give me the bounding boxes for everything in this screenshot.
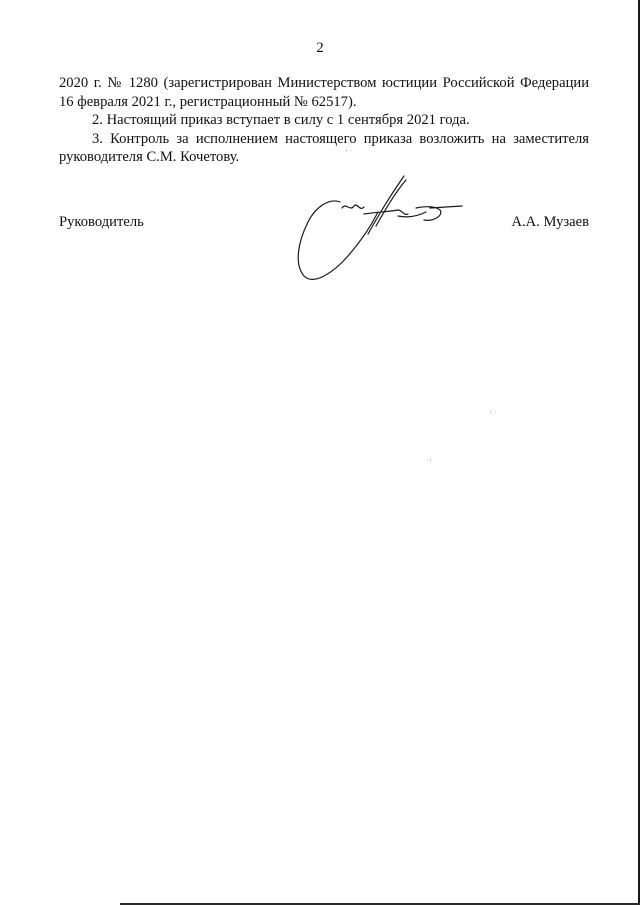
scan-speck bbox=[346, 150, 347, 151]
paragraph-control: 3. Контроль за исполнением настоящего приказа возложить на заместителя руководителя С.М. Кочетову. bbox=[59, 130, 589, 165]
signatory-name: А.А. Музаев bbox=[511, 214, 589, 230]
paragraph-continuation: 2020 г. № 1280 (зарегистрирован Министерством юстиции Российской Федерации 16 февраля 2021 г., регистрационный № 62517). bbox=[59, 75, 589, 110]
document-body bbox=[59, 74, 589, 167]
paragraph-effective-date: 2. Настоящий приказ вступает в силу с 1 сентября 2021 года. bbox=[92, 112, 470, 128]
scan-speck bbox=[430, 459, 431, 460]
handwritten-signature bbox=[290, 172, 470, 282]
scan-speck bbox=[490, 411, 491, 412]
signatory-role: Руководитель bbox=[59, 214, 144, 230]
page-number: 2 bbox=[316, 40, 324, 56]
